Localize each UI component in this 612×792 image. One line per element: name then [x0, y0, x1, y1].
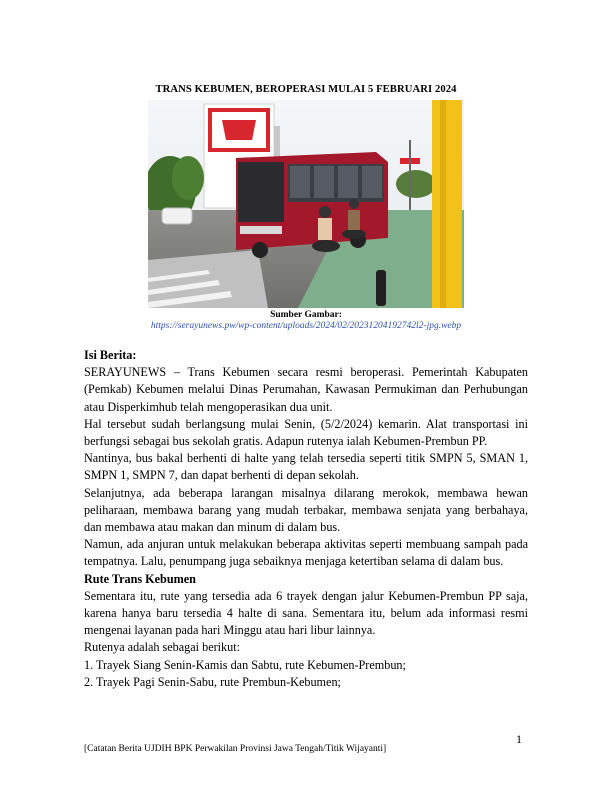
- section-heading-rute: Rute Trans Kebumen: [84, 571, 196, 586]
- article-body: [84, 347, 528, 691]
- page-number: 1: [516, 732, 522, 746]
- paragraph: Rutenya adalah sebagai berikut:: [84, 640, 241, 655]
- list-item: 2. Trayek Pagi Senin-Sabu, rute Prembun-Kebumen;: [84, 674, 341, 689]
- document-title: TRANS KEBUMEN, BEROPERASI MULAI 5 FEBRUARI 2024: [155, 84, 457, 95]
- list-item: 1. Trayek Siang Senin-Kamis dan Sabtu, rute Kebumen-Prembun;: [84, 657, 406, 672]
- news-photo: [148, 100, 464, 308]
- paragraph: Selanjutnya, ada beberapa larangan misalnya dilarang merokok, membawa hewan peliharaan, membawa barang yang mudah terbakar, membawa senjata yang berbahaya, dan membawa atau makan dan minum di dalam bus.: [84, 485, 528, 535]
- image-source-link[interactable]: https://serayunews.pw/wp-content/uploads/2024/02/20231204192742l2-jpg.webp: [150, 321, 462, 331]
- paragraph: Sementara itu, rute yang tersedia ada 6 trayek dengan jalur Kebumen-Prembun PP saja, karena hanya baru tersedia 4 halte di sana. Sementara itu, belum ada informasi resmi mengenai layanan pada hari Minggu atau hari libur lainnya.: [84, 588, 528, 638]
- footer-note: [Catatan Berita UJDIH BPK Perwakilan Provinsi Jawa Tengah/Titik Wijayanti]: [84, 744, 387, 754]
- section-heading-isi: Isi Berita:: [84, 348, 137, 362]
- image-caption-label: Sumber Gambar:: [270, 310, 342, 320]
- paragraph: Namun, ada anjuran untuk melakukan beberapa aktivitas seperti membuang sampah pada tempatnya. Lalu, penumpang juga sebaiknya menjaga ketertiban selama di dalam bus.: [84, 537, 528, 569]
- paragraph: Hal tersebut sudah berlangsung mulai Senin, (5/2/2024) kemarin. Alat transportasi ini berfungsi sebagai bus sekolah gratis. Adapun rutenya ialah Kebumen-Prembun PP.: [84, 416, 528, 449]
- paragraph: SERAYUNEWS – Trans Kebumen secara resmi beroperasi. Pemerintah Kabupaten (Pemkab) Kebumen melalui Dinas Perumahan, Kawasan Permukiman dan Perhubungan atau Disperkimhub telah mengoperasikan dua unit.: [84, 365, 528, 414]
- paragraph: Nantinya, bus bakal berhenti di halte yang telah tersedia seperti titik SMPN 5, SMAN 1, SMPN 1, SMPN 7, dan dapat berhenti di depan sekolah.: [84, 451, 528, 483]
